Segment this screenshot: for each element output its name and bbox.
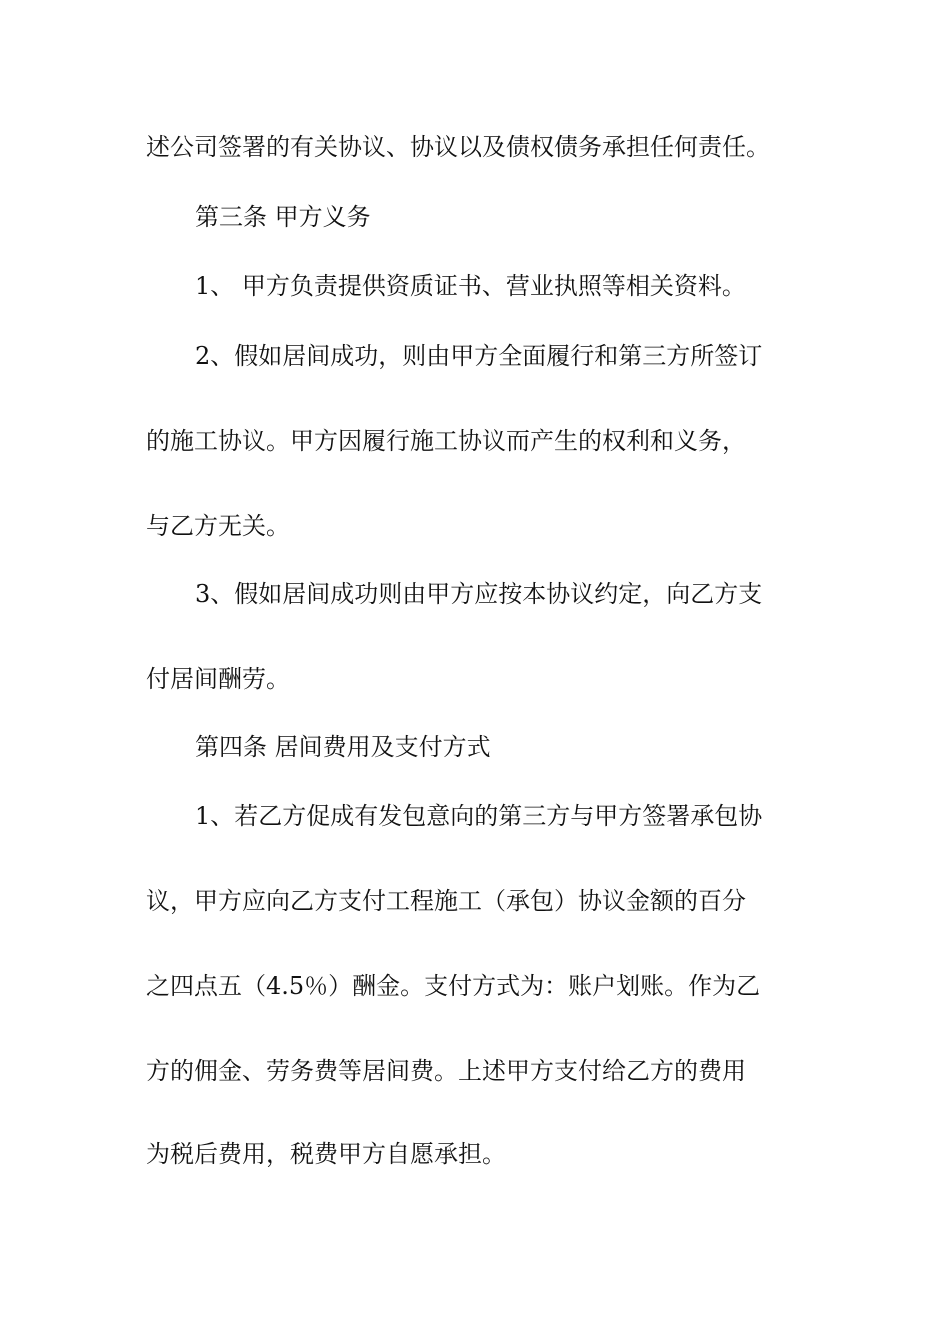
text-line: 述公司签署的有关协议、协议以及债权债务承担任何责任。 bbox=[146, 133, 770, 161]
text-line: 议，甲方应向乙方支付工程施工（承包）协议金额的百分 bbox=[146, 887, 746, 915]
text-line: 3、假如居间成功则由甲方应按本协议约定，向乙方支 bbox=[195, 580, 763, 608]
text-line: 1、若乙方促成有发包意向的第三方与甲方签署承包协 bbox=[195, 802, 763, 830]
section-heading-article-4: 第四条 居间费用及支付方式 bbox=[195, 733, 491, 761]
text-line: 与乙方无关。 bbox=[146, 512, 290, 540]
text-line: 付居间酬劳。 bbox=[146, 665, 290, 693]
text-line: 1、 甲方负责提供资质证书、营业执照等相关资料。 bbox=[195, 272, 746, 300]
text-line: 2、假如居间成功，则由甲方全面履行和第三方所签订 bbox=[195, 342, 763, 370]
text-line: 的施工协议。甲方因履行施工协议而产生的权利和义务， bbox=[146, 427, 746, 455]
text-line: 为税后费用，税费甲方自愿承担。 bbox=[146, 1140, 506, 1168]
section-heading-article-3: 第三条 甲方义务 bbox=[195, 203, 371, 231]
text-line: 之四点五（4.5％）酬金。支付方式为：账户划账。作为乙 bbox=[146, 972, 761, 1000]
text-line: 方的佣金、劳务费等居间费。上述甲方支付给乙方的费用 bbox=[146, 1057, 746, 1085]
